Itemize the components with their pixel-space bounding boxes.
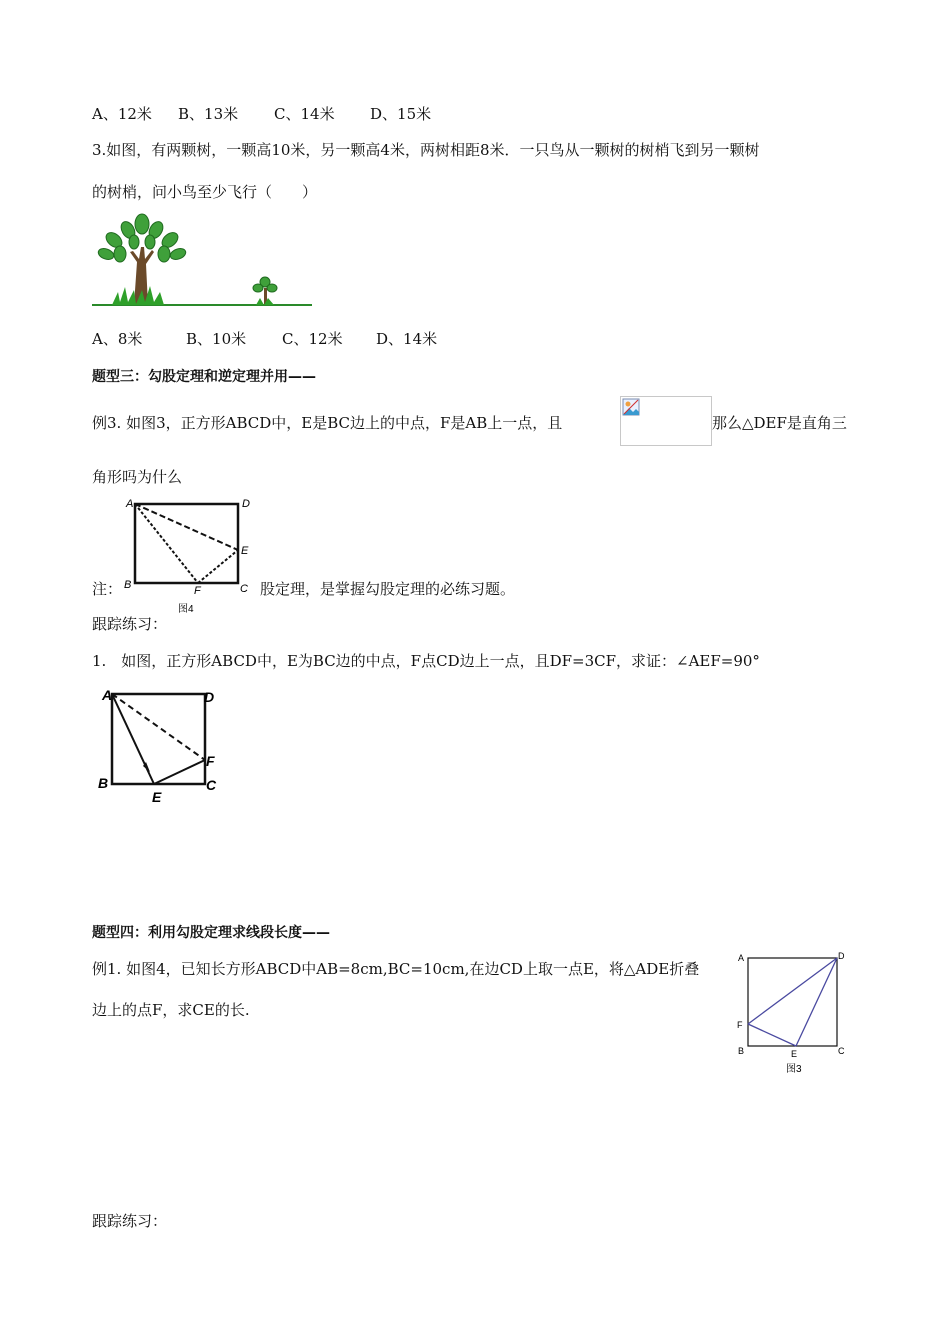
q3-line1: 3.如图，有两颗树，一颗高10米，另一颗高4米，两树相距8米．一只鸟从一颗树的树梢飞到另一颗树 — [92, 141, 760, 159]
vertex-label: E — [241, 545, 249, 557]
vertex-label: C — [838, 1046, 845, 1056]
vertex-label: D — [204, 689, 215, 705]
q3-options — [92, 328, 437, 349]
vertex-label: F — [206, 753, 215, 769]
option: C、14米 — [274, 105, 335, 123]
vertex-label: A — [738, 953, 745, 963]
vertex-label: F — [194, 585, 201, 597]
vertex-label: D — [838, 951, 845, 961]
small-tree — [253, 277, 277, 305]
trees-illustration — [90, 212, 315, 312]
section4-title: 题型四：利用勾股定理求线段长度—— — [92, 925, 330, 941]
broken-image-icon — [622, 398, 640, 416]
tracking-title: 跟踪练习： — [92, 615, 168, 633]
q3-line2: 的树梢，问小鸟至少飞行（ ） — [92, 183, 318, 201]
vertex-label: C — [240, 583, 248, 595]
vertex-label: A — [126, 498, 134, 510]
note-label: 注： — [92, 580, 123, 598]
figure-caption: 图4 — [178, 604, 194, 615]
vertex-label: E — [791, 1049, 798, 1059]
figure-fold — [734, 948, 854, 1078]
vertex-label: B — [738, 1046, 745, 1056]
option: D、15米 — [370, 105, 432, 123]
option: D、14米 — [376, 330, 438, 348]
vertex-label: B — [124, 579, 132, 591]
option: A、8米 — [92, 330, 143, 348]
q2-options — [92, 103, 431, 124]
vertex-label: F — [737, 1020, 743, 1030]
vertex-label: C — [206, 777, 217, 793]
note-text: 股定理，是掌握勾股定理的必练习题。 — [260, 580, 516, 598]
example3-part2: 那么△DEF是直角三 — [712, 414, 847, 432]
vertex-label: A — [102, 687, 113, 703]
option: C、12米 — [282, 330, 343, 348]
example3-part1: 例3. 如图3，正方形ABCD中，E是BC边上的中点，F是AB上一点，且 — [92, 414, 563, 432]
broken-image-placeholder — [620, 396, 712, 446]
section3-title: 题型三：勾股定理和逆定理并用—— — [92, 369, 316, 385]
example1-line2: 边上的点F，求CE的长. — [92, 1001, 250, 1019]
figure-square-aef — [94, 684, 224, 806]
vertex-label: D — [242, 498, 250, 510]
option: B、13米 — [178, 105, 239, 123]
vertex-label: B — [98, 775, 109, 791]
figure-square-def — [118, 494, 258, 618]
vertex-label: E — [152, 789, 162, 805]
option: B、10米 — [186, 330, 247, 348]
figure-caption: 图3 — [786, 1064, 802, 1075]
section4-tracking-title: 跟踪练习： — [92, 1212, 168, 1230]
example1-line1: 例1. 如图4，已知长方形ABCD中AB=8cm,BC=10cm,在边CD上取一点E，将△ADE折叠 — [92, 960, 700, 978]
option: A、12米 — [92, 105, 152, 123]
example3-line2: 角形吗为什么 — [92, 468, 183, 486]
exercise1: 1. 如图，正方形ABCD中，E为BC边的中点，F点CD边上一点，且DF=3CF，求证：∠AEF=90° — [92, 652, 760, 670]
